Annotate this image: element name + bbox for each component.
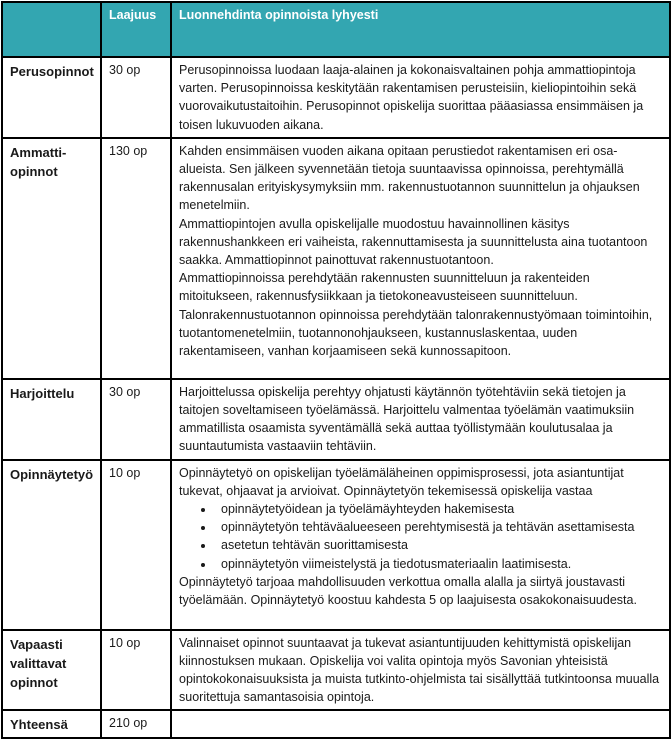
description-ammattiopinnot [171,138,670,379]
credits-yhteensa: 210 op [101,710,171,738]
row-label-vapaasti-valittavat: Vapaasti valittavat opinnot [2,630,101,711]
row-label-ammattiopinnot: Ammatti-opinnot [2,138,101,379]
bullet-item: • opinnäytetyön tehtäväalueeseen perehtymisestä ja tehtävän asettamisesta [215,518,663,536]
bullet-list [191,500,663,573]
table-row-harjoittelu [2,379,670,460]
row-label-perusopinnot: Perusopinnot [2,57,101,138]
description-perusopinnot [171,57,670,138]
description-opinnaytetyo [171,460,670,630]
description-harjoittelu [171,379,670,460]
description-yhteensa [171,710,670,738]
paragraph: Talonrakennustuotannon opinnoissa perehdytään talonrakennustyömaan toimintoihin, tuotantomenetelmiin, tuotannonohjaukseen, kustannuslaskentaa, uuden rakentamiseen, vanhan korjaamiseen sekä kunnossapitoon. [179,307,653,359]
row-label-yhteensa: Yhteensä [2,710,101,738]
bullet-item: • asetetun tehtävän suorittamisesta [215,536,663,554]
credits-perusopinnot: 30 op [101,57,171,138]
credits-ammattiopinnot: 130 op [101,138,171,379]
row-label-opinnaytetyo: Opinnäytetyö [2,460,101,630]
header-description: Luonnehdinta opinnoista lyhyesti [171,2,670,57]
paragraph: Kahden ensimmäisen vuoden aikana opitaan perustiedot rakentamisen eri osa-alueista. Sen jälkeen syvennetään tietoja suuntaavissa opinnoissa, perehtymällä rakennusalan erityiskysymyksiin mm. rakennustuotannon suunnittelun ja ohjauksen menetelmiin. [179,143,640,213]
table-row-perusopinnot [2,57,670,138]
table-row-yhteensa [2,710,670,738]
paragraph: Ammattiopinnoissa perehdytään rakennusten suunnitteluun ja rakenteiden mitoitukseen, rakennusfysiikkaan ja tietokoneavusteiseen suunnitteluun. [179,271,590,304]
header-row [2,2,670,57]
paragraph: Perusopinnoissa luodaan laaja-alainen ja kokonaisvaltainen pohja ammattiopintoja varten. Perusopinnoissa keskitytään rakentamisen perusteisiin, kieliopintoihin sekä vuorovaikutustaitoihin. Perusopinnot opiskelija suorittaa pääasiassa ensimmäisen ja toisen lukuvuoden aikana. [179,63,644,132]
paragraph: Harjoittelussa opiskelija perehtyy ohjatusti käytännön työtehtäviin sekä tietojen ja taitojen soveltamiseen työelämässä. Harjoittelu valmentaa työelämän vaatimuksiin ammatillista osaamista syventämällä sekä auttaa työllistymään koulutusalaa ja suuntautumista vastaaviin tehtäviin. [179,384,635,454]
paragraph: Valinnaiset opinnot suuntaavat ja tukevat asiantuntijuuden kehittymistä opiskelijan kiinnostuksen mukaan. Opiskelija voi valita opintoja myös Savonian yhteisistä opintokokonaisuuksista ja muista tutkinto-ohjelmista tai sisällyttää tutkintoonsa muualla suoritettuja samantasoisia opintoja. [179,635,660,705]
bullet-item: • opinnäytetyön viimeistelystä ja tiedotusmateriaalin laatimisesta. [215,555,663,573]
paragraph: Ammattiopintojen avulla opiskelijalle muodostuu havainnollinen käsitys rakennushankkeen eri vaiheista, rakennuttamisesta ja suunnittelusta aina tuotantoon saakka. Ammattiopinnot painottuvat rakennustuotantoon. [179,216,648,268]
bullet-item: • opinnäytetyöidean ja työelämäyhteyden hakemisesta [215,500,663,518]
credits-opinnaytetyo: 10 op [101,460,171,630]
header-empty-cell [2,2,101,57]
document-page [0,1,670,733]
study-structure-table [1,1,671,739]
paragraph: Opinnäytetyö on opiskelijan työelämäläheinen oppimisprosessi, jota asiantuntijat tukevat, ohjaavat ja arvioivat. Opinnäytetyön tekemisessä opiskelija vastaa [179,465,624,498]
paragraph: Opinnäytetyö tarjoaa mahdollisuuden verkottua omalla alalla ja siirtyä joustavasti työelämään. Opinnäytetyö koostuu kahdesta 5 op laajuisesta osakokonaisuudesta. [179,574,637,608]
row-label-harjoittelu: Harjoittelu [2,379,101,460]
credits-vapaasti-valittavat: 10 op [101,630,171,711]
description-vapaasti-valittavat [171,630,670,711]
credits-harjoittelu: 30 op [101,379,171,460]
table-row-ammattiopinnot [2,138,670,379]
header-laajuus: Laajuus [101,2,171,57]
table-row-vapaasti-valittavat [2,630,670,711]
table-row-opinnaytetyo [2,460,670,630]
